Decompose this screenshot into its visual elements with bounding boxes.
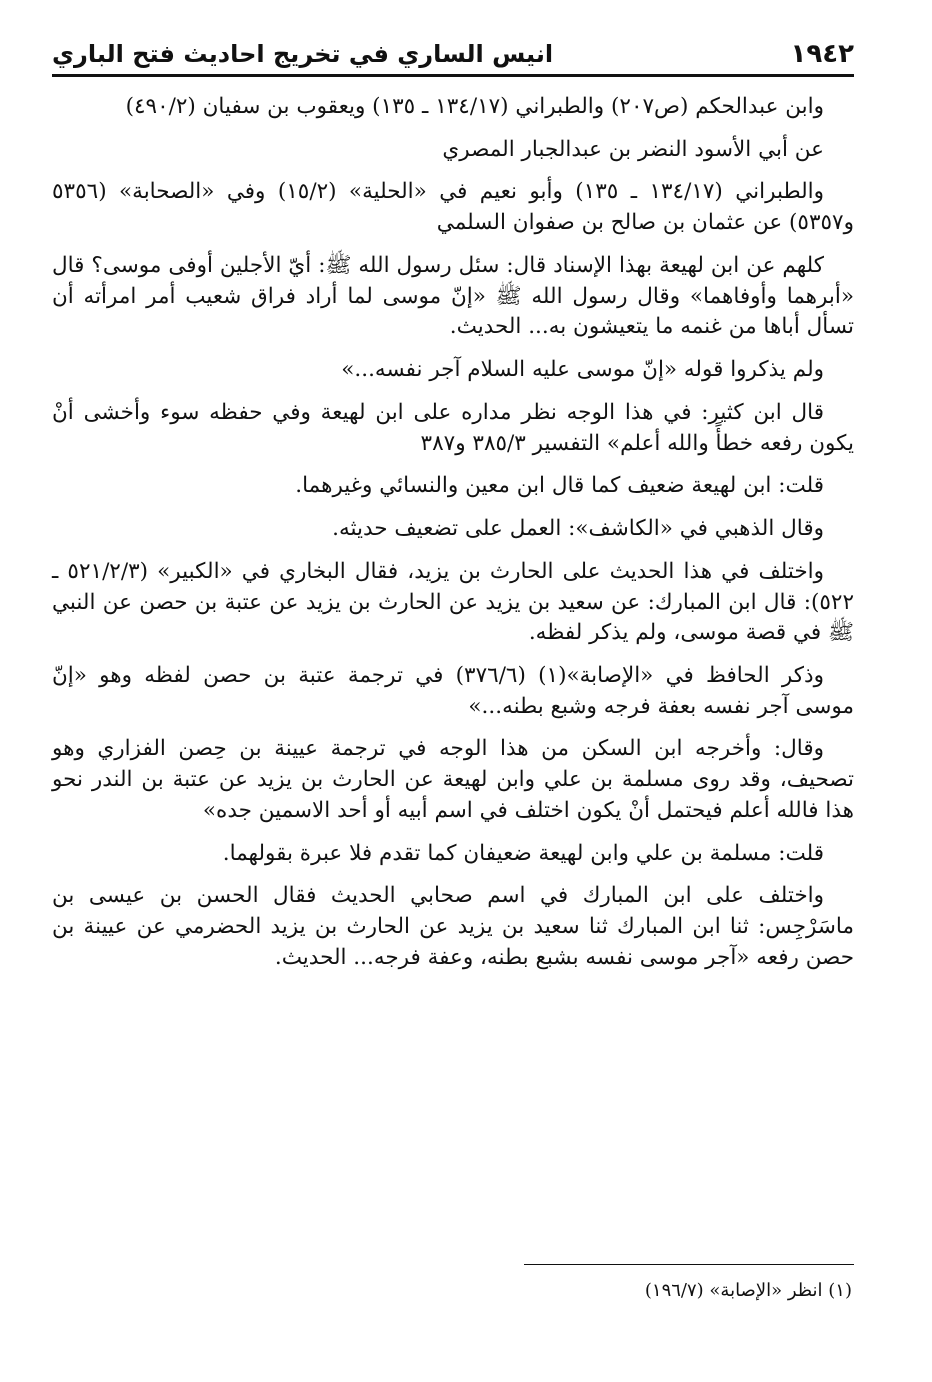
paragraph: وابن عبدالحكم (ص٢٠٧) والطبراني (١٣٤/١٧ ـ ١٣٥) ويعقوب بن سفيان (٤٩٠/٢)	[125, 94, 824, 119]
running-title: انيس الساري في تخريج احاديث فتح الباري	[52, 40, 554, 68]
paragraph: واختلف في هذا الحديث على الحارث بن يزيد، فقال البخاري في «الكبير» (٥٢١/٢/٣ ـ ٥٢٢): قال ابن المبارك: عن سعيد بن يزيد عن الحارث بن يزيد عن عتبة بن حصن عن النبي ﷺ في قصة موسى، ولم يذكر لفظه.	[52, 558, 854, 646]
paragraph: وذكر الحافظ في «الإصابة»(١) (٣٧٦/٦) في ترجمة عتبة بن حصن لفظه وهو «إنّ موسى آجر نفسه بعفة فرجه وشبع بطنه...»	[52, 663, 854, 719]
paragraph: واختلف على ابن المبارك في اسم صحابي الحديث فقال الحسن بن عيسى بن ماسَرْجِس: ثنا ابن المبارك ثنا سعيد بن يزيد عن الحارث بن يزيد الحضرمي عن عيينة بن حصن رفعه «آجر موسى نفسه بشبع بطنه، وعفة فرجه... الحديث.	[52, 883, 854, 970]
paragraph: قال ابن كثير: في هذا الوجه نظر مداره على ابن لهيعة وفي حفظه سوء وأخشى أنْ يكون رفعه خطأً والله أعلم» التفسير ٣٨٥/٣ و٣٨٧	[52, 399, 854, 456]
paragraph: قلت: ابن لهيعة ضعيف كما قال ابن معين والنسائي وغيرهما.	[295, 473, 824, 499]
paragraph: كلهم عن ابن لهيعة بهذا الإسناد قال: سئل رسول الله ﷺ: أيّ الأجلين أوفى موسى؟ قال «أبرهما وأوفاهما» وقال رسول الله ﷺ «إنّ موسى لما أراد فراق شعيب أمر امرأته أن تسأل أباها من غنمه ما يتعيشون به... الحديث.	[52, 252, 854, 340]
page-number: ١٩٤٢	[790, 39, 854, 69]
paragraph: ولم يذكروا قوله «إنّ موسى عليه السلام آجر نفسه...»	[341, 357, 824, 383]
paragraph: عن أبي الأسود النضر بن عبدالجبار المصري	[442, 136, 824, 162]
footnote: (١) انظر «الإصابة» (١٩٦/٧)	[644, 1280, 852, 1301]
paragraph: والطبراني (١٣٤/١٧ ـ ١٣٥) وأبو نعيم في «الحلية» (١٥/٢) وفي «الصحابة» (٥٣٥٦ و٥٣٥٧) عن عثمان بن صالح بن صفوان السلمي	[52, 179, 854, 236]
paragraph: قلت: مسلمة بن علي وابن لهيعة ضعيفان كما تقدم فلا عبرة بقولهما.	[222, 840, 824, 866]
paragraph: وقال: وأخرجه ابن السكن من هذا الوجه في ترجمة عيينة بن حِصن الفزاري وهو تصحيف، وقد روى مسلمة بن علي وابن لهيعة عن الحارث بن يزيد عن عتبة بن الندر نحو هذا فالله أعلم فيحتمل أنْ يكون اختلف في اسم أبيه أو أحد الاسمين جده»	[52, 736, 854, 823]
body-text	[52, 92, 854, 986]
page-header	[52, 34, 854, 77]
footnote-divider	[524, 1264, 854, 1265]
paragraph: وقال الذهبي في «الكاشف»: العمل على تضعيف حديثه.	[332, 516, 824, 542]
